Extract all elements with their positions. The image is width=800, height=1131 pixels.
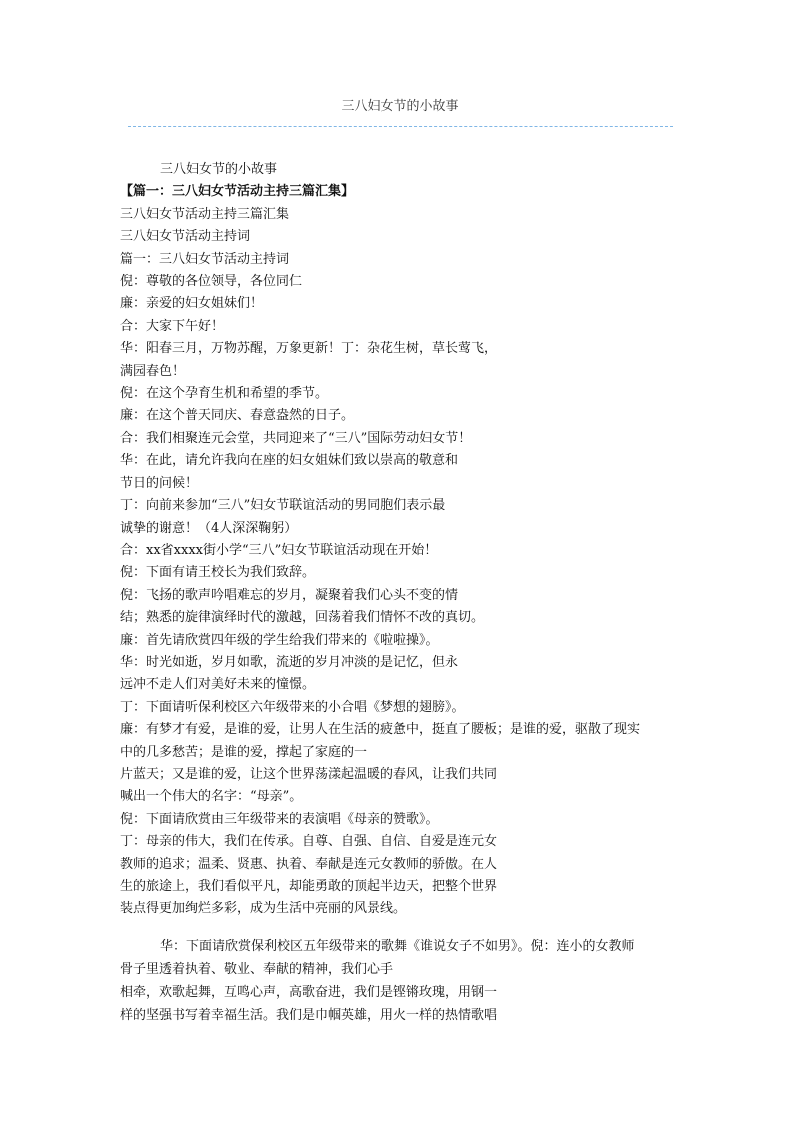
body-line: 倪：下面请欣赏由三年级带来的表演唱《母亲的赞歌》。 bbox=[120, 811, 439, 827]
body-line: 生的旅途上，我们看似平凡，却能勇敢的顶起半边天，把整个世界 bbox=[120, 879, 498, 894]
body-line: 廉：有梦才有爱，是谁的爱，让男人在生活的疲惫中，挺直了腰板；是谁的爱，驱散了现实 bbox=[120, 722, 641, 738]
body-line: 三八妇女节活动主持三篇汇集 bbox=[120, 206, 290, 222]
body-line: 相牵，欢歌起舞，互鸣心声，高歌奋进，我们是铿锵玫瑰，用钢一 bbox=[120, 985, 498, 1000]
document-section-2 bbox=[120, 935, 690, 1027]
body-line: 廉：亲爱的妇女姐妹们！ bbox=[120, 296, 264, 312]
body-line: 华：时光如逝，岁月如歌，流逝的岁月冲淡的是记忆，但永 bbox=[120, 654, 459, 670]
body-line: 倪：飞扬的歌声吟唱难忘的岁月，凝聚着我们心头不变的情 bbox=[120, 587, 459, 603]
body-line: 合：我们相聚连元会堂，共同迎来了“三八”国际劳动妇女节！ bbox=[120, 430, 472, 446]
body-line: 廉：在这个普天同庆、春意盎然的日子。 bbox=[120, 408, 355, 424]
body-line: 诚挚的谢意！（4人深深鞠躬） bbox=[120, 520, 298, 536]
body-line: 结；熟悉的旋律演绎时代的激越，回荡着我们情怀不改的真切。 bbox=[120, 610, 485, 626]
body-line: 篇一：三八妇女节活动主持词 bbox=[120, 251, 290, 267]
body-line: 骨子里透着执着、敬业、奉献的精神，我们心手 bbox=[120, 962, 394, 977]
body-line: 倪：在这个孕育生机和希望的季节。 bbox=[120, 386, 329, 402]
body-line: 丁：下面请听保利校区六年级带来的小合唱《梦想的翅膀》。 bbox=[120, 699, 465, 715]
body-line: 合：大家下午好！ bbox=[120, 318, 225, 334]
body-line: 三八妇女节的小故事 bbox=[160, 162, 278, 177]
title-divider bbox=[128, 126, 673, 127]
body-line: 华：下面请欣赏保利校区五年级带来的歌舞《谁说女子不如男》。倪：连小的女教师 bbox=[160, 939, 635, 954]
body-line: 倪：尊敬的各位领导，各位同仁 bbox=[120, 274, 303, 290]
body-line: 教师的追求；温柔、贤惠、执着、奉献是连元女教师的骄傲。在人 bbox=[120, 856, 498, 872]
document-body bbox=[120, 159, 680, 921]
body-line: 华：在此，请允许我向在座的妇女姐妹们致以崇高的敬意和 bbox=[120, 453, 459, 469]
body-line: 满园春色！ bbox=[120, 363, 186, 379]
body-line: 【篇一：三八妇女节活动主持三篇汇集】 bbox=[120, 184, 355, 200]
body-line: 远冲不走人们对美好未来的憧憬。 bbox=[120, 677, 316, 693]
body-line: 丁：母亲的伟大，我们在传承。自尊、自强、自信、自爱是连元女 bbox=[120, 834, 498, 850]
body-line: 倪：下面有请王校长为我们致辞。 bbox=[120, 565, 316, 581]
body-line: 合：xx省xxxx街小学“三八”妇女节联谊活动现在开始！ bbox=[120, 542, 438, 558]
body-line: 三八妇女节活动主持词 bbox=[120, 229, 251, 245]
body-line: 样的坚强书写着幸福生活。我们是巾帼英雄，用火一样的热情歌唱 bbox=[120, 1008, 498, 1023]
body-line: 丁：向前来参加“三八”妇女节联谊活动的男同胞们表示最 bbox=[120, 498, 446, 514]
body-line: 喊出一个伟大的名字：“母亲”。 bbox=[120, 789, 303, 805]
body-line: 华：阳春三月，万物苏醒，万象更新！丁：杂花生树，草长莺飞， bbox=[120, 341, 498, 357]
body-line: 节日的问候！ bbox=[120, 475, 199, 491]
body-line: 廉：首先请欣赏四年级的学生给我们带来的《啦啦操》。 bbox=[120, 632, 439, 648]
page-title: 三八妇女节的小故事 bbox=[341, 99, 459, 114]
body-line: 片蓝天；又是谁的爱，让这个世界荡漾起温暖的春风，让我们共同 bbox=[120, 766, 498, 782]
body-line: 中的几多愁苦；是谁的爱，撑起了家庭的一 bbox=[120, 744, 368, 760]
body-line: 装点得更加绚烂多彩，成为生活中亮丽的风景线。 bbox=[120, 901, 407, 917]
